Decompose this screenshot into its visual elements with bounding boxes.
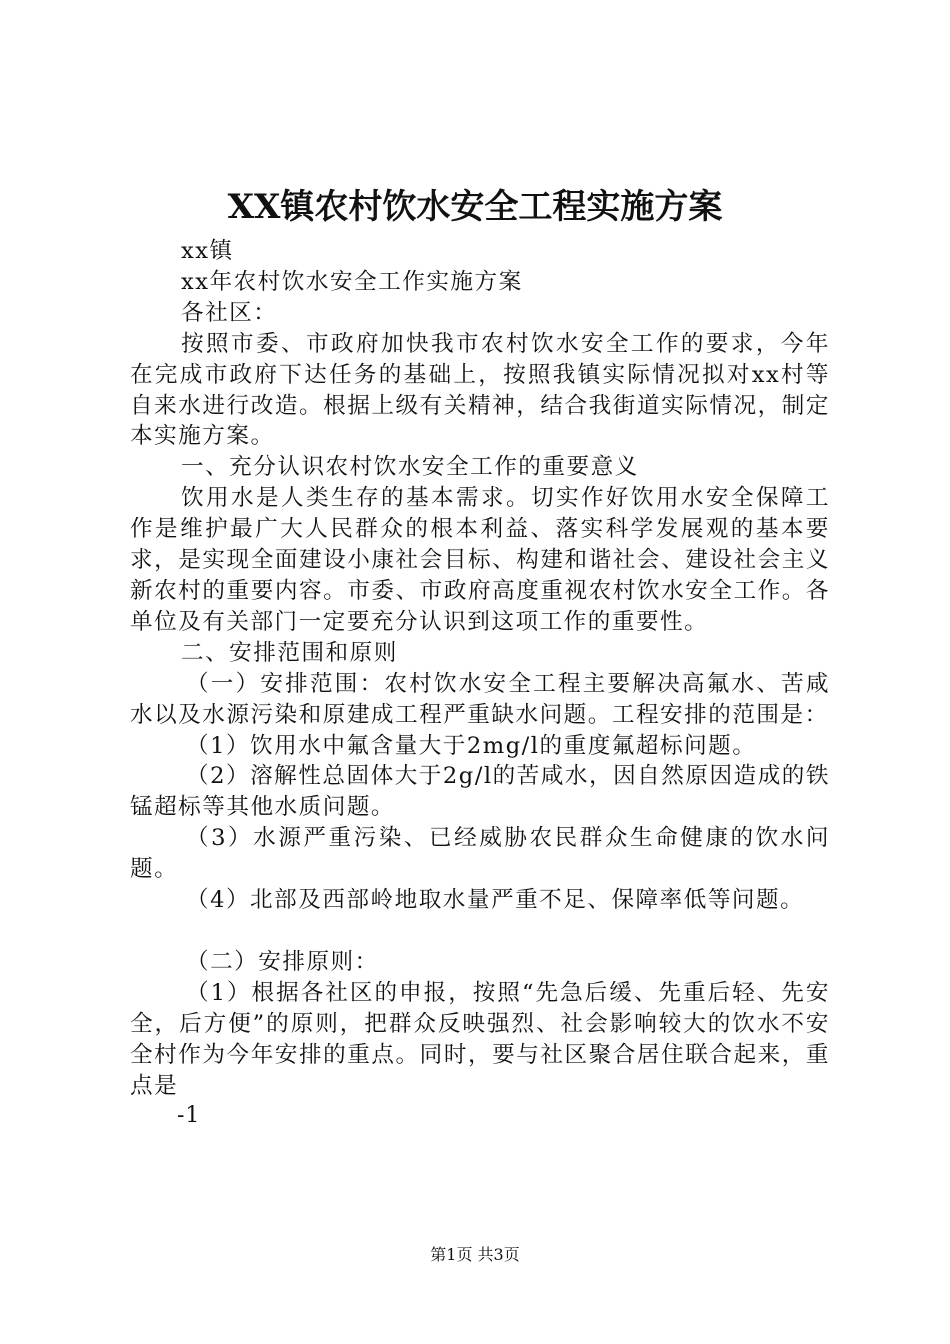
document-body xyxy=(130,236,830,1132)
list-item-scope-4: （4）北部及西部岭地取水量严重不足、保障率低等问题。 xyxy=(186,887,805,914)
page-footer: 第1页 共3页 xyxy=(430,1245,520,1264)
list-item-scope-3: （3）水源严重污染、已经威胁农民群众生命健康的饮水问题。 xyxy=(130,825,830,883)
document-title: XX镇农村饮水安全工程实施方案 xyxy=(227,187,723,227)
list-item-principle-1: （1）根据各社区的申报，按照“先急后缓、先重后轻、先安全，后方便”的原则，把群众反映强烈、社会影响较大的饮水不安全村作为今年安排的重点。同时，要与社区聚合居住联合起来，重点是 xyxy=(130,979,830,1099)
paragraph-town: xx镇 xyxy=(181,238,234,264)
paragraph-significance: 饮用水是人类生存的基本需求。切实作好饮用水安全保障工作是维护最广大人民群众的根本利益、落实科学发展观的基本要求，是实现全面建设小康社会目标、构建和谐社会、建设社会主义新农村的重要内容。市委、市政府高度重视农村饮水安全工作。各单位及有关部门一定要充分认识到这项工作的重要性。 xyxy=(130,485,830,635)
paragraph-intro: 按照市委、市政府加快我市农村饮水安全工作的要求，今年在完成市政府下达任务的基础上，按照我镇实际情况拟对xx村等自来水进行改造。根据上级有关精神，结合我街道实际情况，制定本实施方案。 xyxy=(130,330,830,450)
list-item-scope-2: （2）溶解性总固体大于2g/l的苦咸水，因自然原因造成的铁锰超标等其他水质问题。 xyxy=(130,763,830,821)
paragraph-plan-title: xx年农村饮水安全工作实施方案 xyxy=(181,268,523,295)
section-heading-2: 二、安排范围和原则 xyxy=(181,639,398,666)
section-heading-1: 一、充分认识农村饮水安全工作的重要意义 xyxy=(181,454,639,481)
paragraph-salutation: 各社区： xyxy=(181,299,278,326)
paragraph-principles-heading: （二）安排原则： xyxy=(186,948,379,975)
paragraph-scope: （一）安排范围：农村饮水安全工程主要解决高氟水、苦咸水以及水源污染和原建成工程严重缺水问题。工程安排的范围是： xyxy=(130,670,830,728)
list-item-scope-1: （1）饮用水中氟含量大于2mg/l的重度氟超标问题。 xyxy=(186,732,757,759)
blank-line xyxy=(130,916,830,947)
page-number-mark: -1 xyxy=(177,1103,201,1129)
